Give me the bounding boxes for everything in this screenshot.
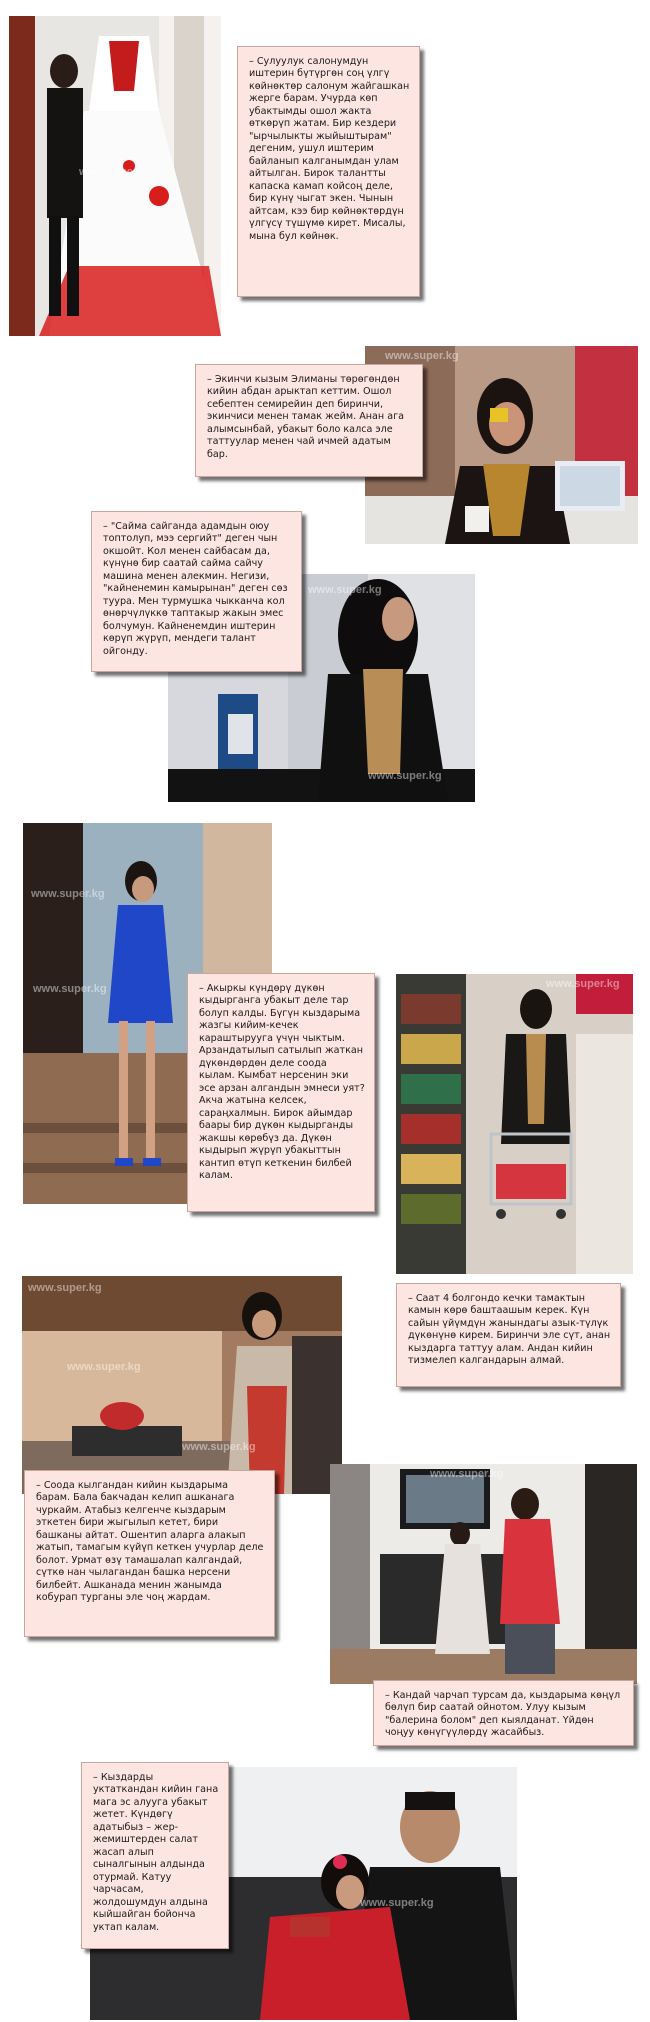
watermark: www.super.kg — [308, 584, 382, 596]
caption-4-text: – Акыркы күндөрү дүкөн кыдырганга убакыт деле тар болуп калды. Бүгүн кыздарыма жазгы кийим-кечек караштырууга үчүн чыктым. Арзандатылып сатылып жаткан дүкөндөрдөн деле соода кылам. Кымбат нерсенин эки эсе арзан алгандын эмнеси уят? Акча жатына келсек, сараңхалмын. Бирок айымдар баары бир дүкөн кыдырганды жакшы көрөбүз да. Дүкөн кыдырып жүрүп убакыттын кантип өтүп кеткенин билбей калам. — [199, 983, 365, 1182]
watermark: www.super.kg — [368, 770, 442, 782]
photo-supermarket — [396, 974, 633, 1274]
watermark: www.super.kg — [67, 1361, 141, 1373]
caption-6 — [24, 1470, 275, 1637]
watermark: www.super.kg — [360, 1897, 434, 1909]
caption-5-text: – Саат 4 болгондо кечки тамактын камын көрө баштаашым керек. Күн сайын үйүмдүн жанындагы азык-түлүк дүкөнүнө кирем. Биринчи эле сүт, анан кыздарга таттуу алам. Андан кийин тизмелеп калгандарын алмай. — [408, 1293, 611, 1367]
caption-5 — [396, 1283, 621, 1387]
watermark: www.super.kg — [546, 978, 620, 990]
caption-2 — [195, 364, 423, 477]
caption-8-text: – Кыздарды уктаткандан кийин гана мага эс алууга убакыт жетет. Күндөгү адатыбыз – жер-жемиштерден салат жасап алып сыналгынын алдында отурмай. Катуу чарчасам, жолдошумдун алдына кыйшайган бойонча уктап калам. — [93, 1772, 219, 1933]
caption-7-text: – Кандай чарчап турсам да, кыздарыма көңүл бөлүп бир саатай ойнотом. Улуу кызым "балерина болом" деп кыялданат. Үйдөн чоңуу көнүгүүлөрдү жасайбыз. — [385, 1690, 621, 1739]
caption-3 — [91, 511, 302, 672]
photo-kitchen — [22, 1276, 342, 1494]
photo-wedding-dress — [9, 16, 221, 336]
watermark: www.super.kg — [28, 1282, 102, 1294]
watermark: www.super.kg — [33, 983, 107, 995]
caption-8 — [81, 1762, 229, 1949]
caption-2-text: – Экинчи кызым Элиманы төрөгөндөн кийин абдан арыктап кеттим. Ошол себептен семирейин деп биринчи, экинчиси менен тамак жейм. Анан ага алымсынбай, убакыт боло калса эле таттуулар менен чай ичмей адатым бар. — [207, 374, 405, 460]
watermark: www.super.kg — [385, 350, 459, 362]
caption-4 — [187, 973, 375, 1212]
watermark: www.super.kg — [430, 1468, 504, 1480]
photo-living-room — [330, 1464, 637, 1684]
caption-3-text: – "Сайма сайганда адамдын оюу топтолуп, мээ сергийт" деген чын окшойт. Кол менен сайбасам да, күнүнө бир саатай сайма сайчу машина менен алекмин. Негизи, "кайненемин камырынан" деген сөз туура. Мен турмушка чыкканча кол өнөрчүлүккө таптакыр жакын эмес болчумун. Кайненемдин иштерин көрүп жүрүп, мендеги талант ойгонду. — [103, 521, 288, 657]
caption-1 — [237, 46, 420, 297]
caption-6-text: – Соода кылгандан кийин кыздарыма барам. Бала бакчадан келип ашканага чуркайм. Атабыз келгенче кыздарым эткетен бири жыгылып кетет, бири башканы айтат. Ошентип аларга алакып жатып, тамагым күйүп кеткен учурлар деле болот. Урмат өзү тамашалап калгандай, сүткө нан чылагандан башка нерсени билбейт. Ашканада менин жанымда кобурап турганы эле чоң жардам. — [36, 1480, 264, 1604]
watermark: www.super.kg — [79, 166, 153, 178]
caption-1-text: – Сулуулук салонумдун иштерин бүтүргөн соң үлгү көйнөктөр салонум жайгашкан жерге барам. Учурда көп убактымды ошол жакта өткөрүп жатам. Бир кездери "ырчылыкты жыйыштырам" дегеним, ушул иштерим байланып калганымдан улам айтылган. Бирок талантты капаска камап койсоң деле, бир күнү чыгат экен. Чынын айтсам, кээ бир көйнөктөрдүн үлгүсү түшүмө кирет. Мисалы, мына бул көйнөк. — [249, 56, 410, 242]
watermark: www.super.kg — [182, 1441, 256, 1453]
caption-7 — [373, 1680, 634, 1746]
watermark: www.super.kg — [31, 888, 105, 900]
